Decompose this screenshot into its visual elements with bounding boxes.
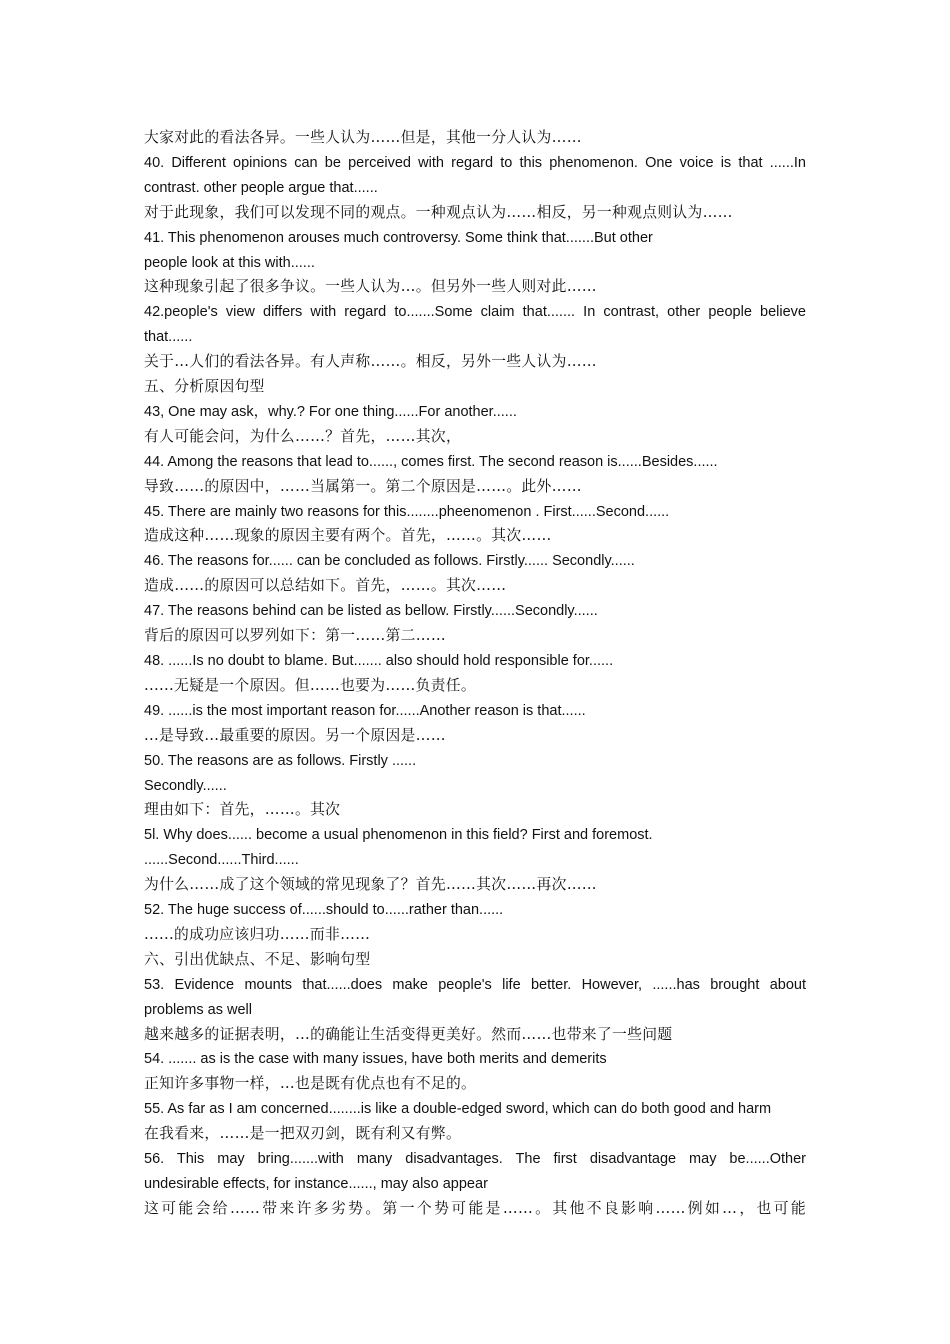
english-text-line: 55. As far as I am concerned........is like a double-edged sword, which can do both good and harm xyxy=(144,1101,772,1118)
english-text-line: 56. This may bring.......with many disadvantages. The first disadvantage may be......Other xyxy=(144,1151,806,1168)
english-text-line: Secondly...... xyxy=(144,777,227,794)
chinese-text-line: 这种现象引起了很多争议。一些人认为…。但另外一些人则对此…… xyxy=(144,278,597,296)
english-text-line: 45. There are mainly two reasons for this........pheenomenon . First......Second...... xyxy=(144,503,670,520)
english-text-line: 40. Different opinions can be perceived with regard to this phenomenon. One voice is that ......In xyxy=(144,154,806,171)
english-text-line: 52. The huge success of......should to......rather than...... xyxy=(144,902,504,919)
english-text-line: 44. Among the reasons that lead to......, comes first. The second reason is......Besides...... xyxy=(144,453,718,470)
english-text-line: 41. This phenomenon arouses much controversy. Some think that.......But other xyxy=(144,229,653,246)
english-text-line: 50. The reasons are as follows. Firstly ...... xyxy=(144,752,417,769)
english-text-line: 47. The reasons behind can be listed as bellow. Firstly......Secondly...... xyxy=(144,603,598,620)
english-text-line: 48. ......Is no doubt to blame. But....... also should hold responsible for...... xyxy=(144,653,614,669)
english-text-line: contrast. other people argue that...... xyxy=(144,179,378,196)
chinese-text-line: 造成这种……现象的原因主要有两个。首先，……。其次…… xyxy=(144,527,552,545)
chinese-text-line: 造成……的原因可以总结如下。首先，……。其次…… xyxy=(144,577,507,595)
chinese-text-line: 背后的原因可以罗列如下：第一……第二…… xyxy=(144,627,446,645)
chinese-text-line: 对于此现象，我们可以发现不同的观点。一种观点认为……相反，另一种观点则认为…… xyxy=(144,203,733,221)
chinese-text-line: ......无疑是一个原因。但……也要为……负责任。 xyxy=(144,676,476,694)
english-text-line: problems as well xyxy=(144,1001,252,1018)
english-text-line: 5l. Why does...... become a usual phenomenon in this field? First and foremost. xyxy=(144,827,653,844)
english-text-line: 46. The reasons for...... can be concluded as follows. Firstly...... Secondly...... xyxy=(144,553,635,570)
chinese-text-line: 为什么……成了这个领域的常见现象了？首先……其次……再次…… xyxy=(144,876,597,894)
chinese-text-line: 五、分析原因句型 xyxy=(144,378,265,396)
chinese-text-line: 导致……的原因中，……当属第一。第二个原因是……。此外…… xyxy=(144,477,582,495)
chinese-text-line: 越来越多的证据表明，…的确能让生活变得更美好。然而……也带来了一些问题 xyxy=(144,1025,673,1043)
english-text-line: 42.people's view differs with regard to.......Some claim that....... In contrast, other people believe xyxy=(144,304,806,321)
chinese-text-line: 六、引出优缺点、不足、影响句型 xyxy=(144,950,371,968)
chinese-text-line: 在我看来，……是一把双刃剑，既有利又有弊。 xyxy=(144,1125,462,1143)
english-text-line: 53. Evidence mounts that......does make people's life better. However, ......has brought about xyxy=(144,976,806,993)
english-text-line: 54. ....... as is the case with many issues, have both merits and demerits xyxy=(144,1051,607,1068)
english-text-line: that...... xyxy=(144,329,193,346)
chinese-text-line: 理由如下：首先，……。其次 xyxy=(144,801,341,819)
chinese-text-line: ......的成功应该归功……而非…… xyxy=(144,925,371,943)
english-text-line: 49. ......is the most important reason for......Another reason is that...... xyxy=(144,702,586,719)
chinese-text-line: 关于…人们的看法各异。有人声称……。相反，另外一些人认为…… xyxy=(144,353,597,371)
document-body xyxy=(144,126,806,1222)
chinese-text-line: ...是导致…最重要的原因。另一个原因是…… xyxy=(144,726,446,744)
english-text-line: 43, One may ask，why.? For one thing......For another...... xyxy=(144,403,517,420)
chinese-text-line: 这可能会给……带来许多劣势。第一个势可能是……。其他不良影响……例如…，也可能 xyxy=(144,1199,806,1217)
english-text-line: undesirable effects, for instance......, may also appear xyxy=(144,1176,488,1192)
english-text-line: ......Second......Third...... xyxy=(144,852,299,869)
chinese-text-line: 大家对此的看法各异。一些人认为……但是，其他一分人认为…… xyxy=(144,129,582,146)
chinese-text-line: 正知许多事物一样，…也是既有优点也有不足的。 xyxy=(144,1075,477,1093)
chinese-text-line: 有人可能会问，为什么……？首先，……其次， xyxy=(144,427,462,445)
english-text-line: people look at this with...... xyxy=(144,254,315,271)
